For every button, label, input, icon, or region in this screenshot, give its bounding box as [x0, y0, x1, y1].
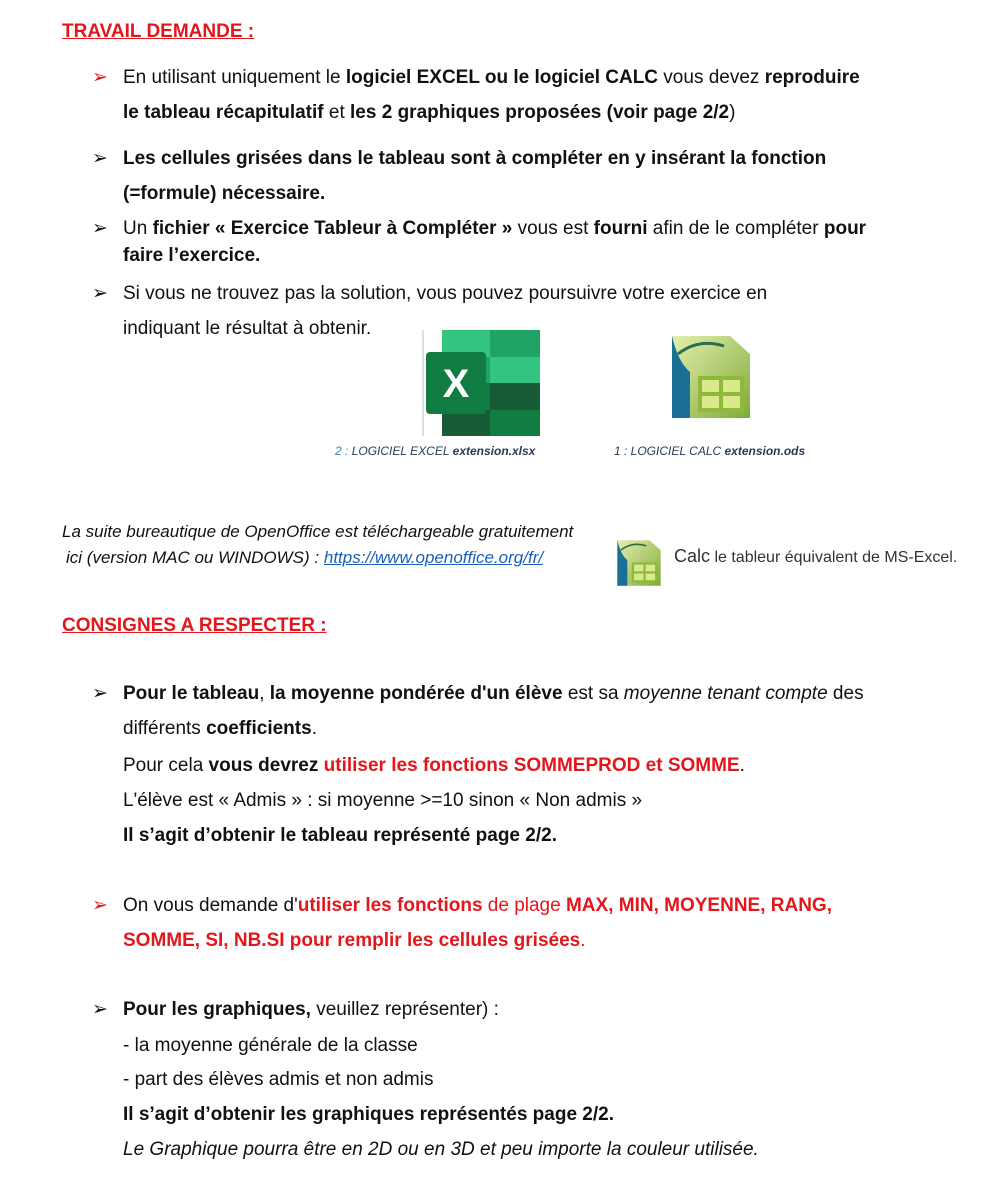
excel-icon [422, 330, 540, 436]
consignes-bullet-3-line-5: Le Graphique pourra être en 2D ou en 3D et peu importe la couleur utilisée. [123, 1139, 759, 1160]
travail-bullet-2-line-1: Les cellules grisées dans le tableau sont à compléter en y insérant la fonction [123, 148, 827, 169]
travail-bullet-1-line-2: le tableau récapitulatif et les 2 graphiques proposées (voir page 2/2) [123, 102, 736, 123]
consignes-bullet-3-line-1: Pour les graphiques, veuillez représenter) : [123, 999, 499, 1020]
consignes-bullet-1-line-1: Pour le tableau, la moyenne pondérée d'un élève est sa moyenne tenant compte des [123, 683, 864, 704]
bullet-arrow-icon: ➢ [92, 683, 108, 704]
travail-bullet-3-line-1: Un fichier « Exercice Tableur à Compléter » vous est fourni afin de le compléter pour [123, 218, 867, 239]
travail-bullet-4-line-2: indiquant le résultat à obtenir. [123, 318, 372, 339]
libreoffice-calc-icon [614, 538, 664, 588]
openoffice-note-line-1: La suite bureautique de OpenOffice est téléchargeable gratuitement [62, 522, 574, 541]
travail-bullet-2-line-2: (=formule) nécessaire. [123, 183, 326, 204]
consignes-bullet-1-line-2: différents coefficients. [123, 718, 317, 739]
openoffice-link[interactable]: https://www.openoffice.org/fr/ [323, 548, 544, 567]
travail-bullet-1-line-1: En utilisant uniquement le logiciel EXCEL ou le logiciel CALC vous devez reproduire [123, 67, 860, 88]
calc-caption: 1 : LOGICIEL CALC extension.ods [614, 444, 806, 458]
travail-bullet-3-line-2: faire l’exercice. [123, 245, 261, 266]
excel-caption: 2 : LOGICIEL EXCEL extension.xlsx [335, 444, 536, 458]
bullet-arrow-icon: ➢ [92, 67, 108, 88]
consignes-bullet-2-line-2: SOMME, SI, NB.SI pour remplir les cellules grisées. [123, 930, 586, 951]
bullet-arrow-icon: ➢ [92, 283, 108, 304]
consignes-bullet-3-line-2: - la moyenne générale de la classe [123, 1035, 418, 1056]
consignes-bullet-1-line-3: Pour cela vous devrez utiliser les fonctions SOMMEPROD et SOMME. [123, 755, 745, 776]
consignes-bullet-2-line-1: On vous demande d'utiliser les fonctions de plage MAX, MIN, MOYENNE, RANG, [123, 895, 832, 916]
consignes-bullet-3-line-3: - part des élèves admis et non admis [123, 1069, 434, 1090]
consignes-bullet-1-line-4: L'élève est « Admis » : si moyenne >=10 sinon « Non admis » [123, 790, 643, 811]
bullet-arrow-icon: ➢ [92, 218, 108, 239]
consignes-heading: CONSIGNES A RESPECTER : [62, 615, 327, 636]
libreoffice-calc-icon [668, 332, 754, 422]
openoffice-note-line-2: ici (version MAC ou WINDOWS) : https://www.openoffice.org/fr/ [66, 548, 544, 567]
travail-bullet-4-line-1: Si vous ne trouvez pas la solution, vous pouvez poursuivre votre exercice en [123, 283, 768, 304]
travail-demande-heading: TRAVAIL DEMANDE : [62, 21, 255, 42]
consignes-bullet-3-line-4: Il s’agit d’obtenir les graphiques représentés page 2/2. [123, 1104, 614, 1125]
calc-description: Calc le tableur équivalent de MS-Excel. [674, 546, 958, 566]
bullet-arrow-icon: ➢ [92, 999, 108, 1020]
consignes-bullet-1-line-5: Il s’agit d’obtenir le tableau représenté page 2/2. [123, 825, 557, 846]
excel-icon-letter: X [442, 362, 470, 406]
bullet-arrow-icon: ➢ [92, 895, 108, 916]
bullet-arrow-icon: ➢ [92, 148, 108, 169]
